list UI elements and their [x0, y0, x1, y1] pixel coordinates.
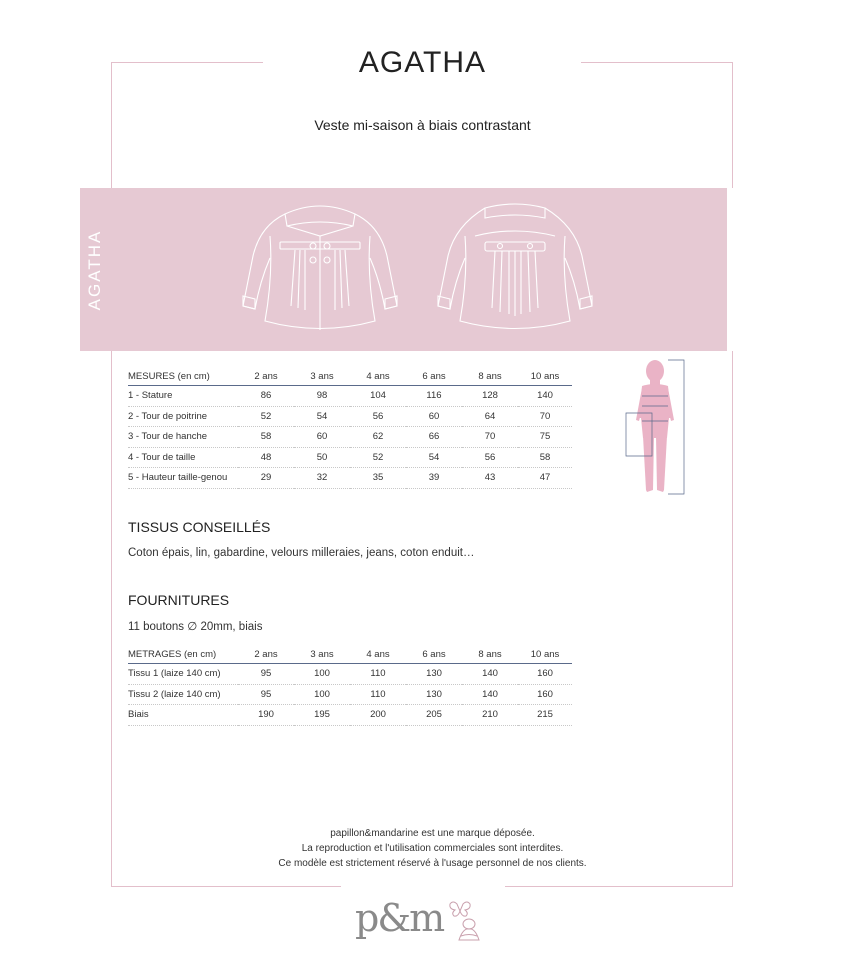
table-cell: 58 — [518, 447, 572, 468]
table-cell: 66 — [406, 427, 462, 448]
table-cell: 95 — [238, 664, 294, 685]
table-cell: 75 — [518, 427, 572, 448]
column-header: 6 ans — [406, 646, 462, 664]
page-subtitle: Veste mi-saison à biais contrastant — [314, 117, 531, 133]
table-cell: 52 — [238, 406, 294, 427]
logo-text: p&m — [355, 896, 444, 940]
band-vertical-label: AGATHA — [85, 229, 104, 310]
table-cell: 29 — [238, 468, 294, 489]
table-cell: 116 — [406, 386, 462, 407]
row-label: Tissu 2 (laize 140 cm) — [128, 684, 238, 705]
column-header: 3 ans — [294, 646, 350, 664]
column-header: 10 ans — [518, 368, 572, 386]
table-row — [128, 705, 572, 726]
frame-bottom-left-line — [111, 886, 341, 887]
coat-back-illustration — [420, 196, 610, 346]
table-cell: 100 — [294, 684, 350, 705]
table-cell: 140 — [462, 684, 518, 705]
table-cell: 210 — [462, 705, 518, 726]
table-cell: 62 — [350, 427, 406, 448]
table-cell: 70 — [462, 427, 518, 448]
table-cell: 32 — [294, 468, 350, 489]
table-cell: 56 — [462, 447, 518, 468]
table-cell: 54 — [406, 447, 462, 468]
table-cell: 52 — [350, 447, 406, 468]
table-cell: 35 — [350, 468, 406, 489]
table-cell: 160 — [518, 684, 572, 705]
table-row — [128, 684, 572, 705]
table-row — [128, 664, 572, 685]
table-cell: 43 — [462, 468, 518, 489]
table-cell: 130 — [406, 684, 462, 705]
column-header: 6 ans — [406, 368, 462, 386]
yardage-table — [128, 646, 572, 726]
table-row — [128, 427, 572, 448]
table-cell: 160 — [518, 664, 572, 685]
measurements-table — [128, 368, 572, 489]
column-header: 3 ans — [294, 368, 350, 386]
table-row — [128, 406, 572, 427]
brand-logo — [355, 896, 495, 946]
table-cell: 60 — [294, 427, 350, 448]
table-cell: 48 — [238, 447, 294, 468]
table-cell: 95 — [238, 684, 294, 705]
table-cell: 54 — [294, 406, 350, 427]
footer-notice — [0, 826, 845, 871]
page-title: AGATHA — [358, 46, 487, 79]
yardage-header-row — [128, 646, 572, 664]
supplies-heading: FOURNITURES — [128, 592, 230, 608]
table-row — [128, 447, 572, 468]
table-cell: 98 — [294, 386, 350, 407]
column-header: 2 ans — [238, 646, 294, 664]
row-label: 3 - Tour de hanche — [128, 427, 238, 448]
table-cell: 70 — [518, 406, 572, 427]
table-cell: 104 — [350, 386, 406, 407]
child-measurement-figure — [612, 358, 692, 500]
table-cell: 195 — [294, 705, 350, 726]
supplies-text: 11 boutons ∅ 20mm, biais — [128, 621, 263, 633]
fabrics-text: Coton épais, lin, gabardine, velours milleraies, jeans, coton enduit… — [128, 547, 475, 559]
table-cell: 60 — [406, 406, 462, 427]
column-header: 8 ans — [462, 646, 518, 664]
table-cell: 110 — [350, 664, 406, 685]
table-cell: 86 — [238, 386, 294, 407]
yardage-header-label: METRAGES (en cm) — [128, 646, 238, 664]
table-cell: 200 — [350, 705, 406, 726]
row-label: 5 - Hauteur taille-genou — [128, 468, 238, 489]
table-cell: 215 — [518, 705, 572, 726]
column-header: 8 ans — [462, 368, 518, 386]
column-header: 2 ans — [238, 368, 294, 386]
table-cell: 205 — [406, 705, 462, 726]
table-cell: 130 — [406, 664, 462, 685]
table-cell: 110 — [350, 684, 406, 705]
table-cell: 58 — [238, 427, 294, 448]
footer-line: papillon&mandarine est une marque déposée. — [330, 828, 535, 839]
frame-bottom-right-line — [505, 886, 733, 887]
row-label: Tissu 1 (laize 140 cm) — [128, 664, 238, 685]
table-row — [128, 468, 572, 489]
row-label: 2 - Tour de poitrine — [128, 406, 238, 427]
coat-front-illustration — [225, 196, 415, 346]
measurements-header-row — [128, 368, 572, 386]
footer-line: Ce modèle est strictement réservé à l'usage personnel de nos clients. — [278, 858, 587, 869]
table-cell: 39 — [406, 468, 462, 489]
table-cell: 128 — [462, 386, 518, 407]
column-header: 10 ans — [518, 646, 572, 664]
table-cell: 64 — [462, 406, 518, 427]
butterfly-icon — [447, 900, 489, 942]
table-cell: 50 — [294, 447, 350, 468]
table-cell: 140 — [462, 664, 518, 685]
table-cell: 56 — [350, 406, 406, 427]
row-label: 4 - Tour de taille — [128, 447, 238, 468]
frame-right-lower-line — [732, 351, 733, 887]
table-cell: 100 — [294, 664, 350, 685]
row-label: 1 - Stature — [128, 386, 238, 407]
table-cell: 190 — [238, 705, 294, 726]
column-header: 4 ans — [350, 646, 406, 664]
measurements-header-label: MESURES (en cm) — [128, 368, 238, 386]
row-label: Biais — [128, 705, 238, 726]
fabrics-heading: TISSUS CONSEILLÉS — [128, 519, 271, 535]
table-row — [128, 386, 572, 407]
footer-line: La reproduction et l'utilisation commerciales sont interdites. — [301, 843, 564, 854]
table-cell: 47 — [518, 468, 572, 489]
table-cell: 140 — [518, 386, 572, 407]
column-header: 4 ans — [350, 368, 406, 386]
frame-left-lower-line — [111, 351, 112, 887]
